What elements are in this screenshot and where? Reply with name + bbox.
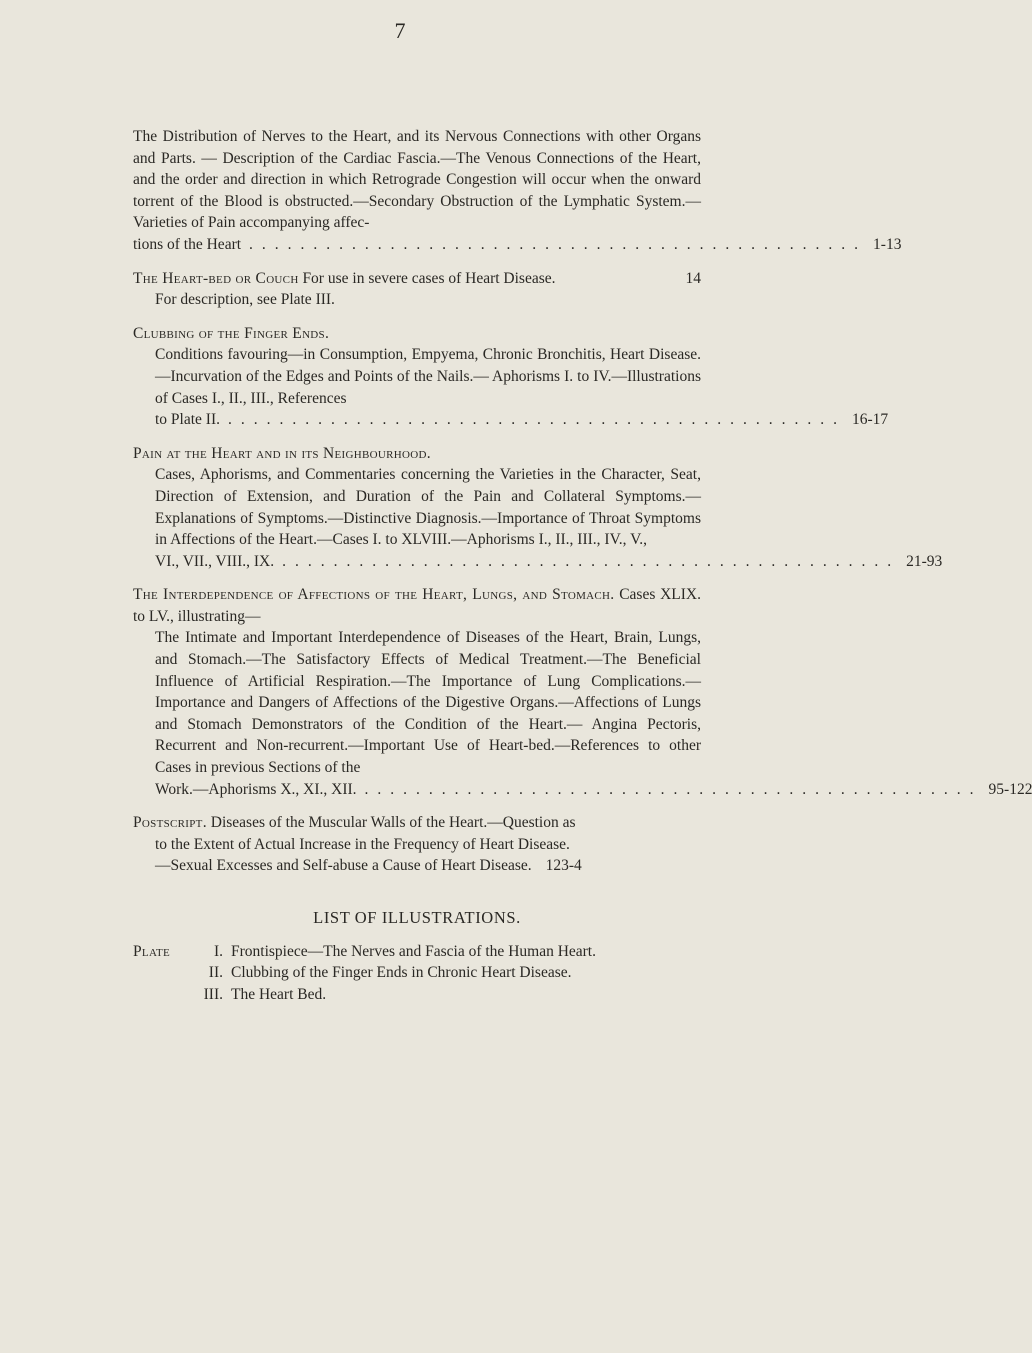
- entry-heading: Pain at the Heart and in its Neighbourhood.: [133, 444, 431, 462]
- page-number: 7: [394, 18, 406, 43]
- entry-pages: 14: [685, 269, 701, 287]
- entry-heading-line: [133, 268, 701, 290]
- entry-pages: 21-93: [906, 552, 943, 570]
- contents-entry-clubbing: [133, 323, 889, 431]
- entry-heading-rest: For use in severe cases of Heart Disease.: [302, 269, 556, 287]
- entry-pages: 123-4: [545, 857, 582, 875]
- entry-body: Cases, Aphorisms, and Commentaries concerning the Varieties in the Character, Seat, Direction of Extension, and Duration of the Pain and Collateral Symptoms.—Explanations of Symptoms.—Distinctive Diagnosis.—Importance of Throat Symptoms in Affections of the Heart.—Cases I. to XLVIII.—Aphorisms I., II., III., IV., V.,: [155, 466, 701, 549]
- entry-body: to the Extent of Actual Increase in the Frequency of Heart Disease.: [155, 835, 570, 853]
- entry-last-line: tions of the Heart: [133, 235, 242, 253]
- plate-numeral: I.: [213, 942, 223, 960]
- entry-pages: 1-13: [873, 235, 902, 253]
- entry-leader-line: [155, 551, 943, 573]
- dot-leader: ................................................: [249, 235, 868, 253]
- entry-leader-line: [155, 779, 1032, 801]
- plate-label: Plate: [133, 942, 171, 960]
- entry-heading: The Interdependence of Affections of the Heart, Lungs, and Stomach.: [133, 586, 615, 604]
- entry-leader-line: [155, 855, 701, 877]
- entry-heading-block: [133, 584, 701, 627]
- entry-body: Conditions favouring—in Consumption, Empyema, Chronic Bronchitis, Heart Disease.—Incurvation of the Edges and Points of the Nails.— Aphorisms I. to IV.—Illustrations of Cases I., II., III., References: [155, 346, 701, 407]
- illustrations-title: LIST OF ILLUSTRATIONS.: [313, 908, 521, 927]
- contents-entry-heart-bed: [133, 268, 701, 311]
- entry-body: The Distribution of Nerves to the Heart, and its Nervous Connections with other Organs and Parts. — Description of the Cardiac Fascia.—The Venous Connections of the Heart, and the order and direction in which Retrograde Congestion will occur when the onward torrent of the Blood is obstructed.—Secondary Obstruction of the Lymphatic System.—Varieties of Pain accompanying affec-: [133, 128, 701, 232]
- entry-last-line: Work.—Aphorisms X., XI., XII.: [155, 780, 357, 798]
- illustrations-list: [133, 941, 701, 1006]
- contents-listing: [133, 126, 1032, 1005]
- entry-pages: 95-122: [988, 780, 1032, 798]
- entry-pages: 16-17: [852, 411, 889, 429]
- plate-description: Clubbing of the Finger Ends in Chronic Heart Disease.: [231, 964, 572, 982]
- entry-leader-line: [155, 409, 889, 431]
- plate-item: [133, 984, 701, 1006]
- plate-description: The Heart Bed.: [231, 985, 327, 1003]
- dot-leader: ................................................: [364, 780, 983, 798]
- plate-item: [133, 941, 701, 963]
- contents-entry-pain: [133, 443, 943, 573]
- contents-entry-postscript: [133, 812, 701, 877]
- plate-description: Frontispiece—The Nerves and Fascia of the Human Heart.: [231, 942, 596, 960]
- entry-subtext: For description, see Plate III.: [155, 291, 335, 309]
- entry-heading: Clubbing of the Finger Ends.: [133, 324, 330, 342]
- contents-entry-interdependence: [133, 584, 1032, 800]
- entry-heading: The Heart-bed or Couch: [133, 269, 299, 287]
- entry-heading: Postscript.: [133, 814, 207, 832]
- dot-leader: ................................................: [228, 411, 846, 429]
- plate-numeral: II.: [208, 964, 223, 982]
- entry-last-line: to Plate II.: [155, 411, 220, 429]
- contents-entry-nerves: [133, 126, 902, 256]
- entry-last-line: VI., VII., VIII., IX.: [155, 552, 275, 570]
- entry-heading-rest: Cases XLIX. to LV., illustrating—: [133, 586, 701, 625]
- entry-body: The Intimate and Important Interdependence of Diseases of the Heart, Brain, Lungs, and Stomach.—The Satisfactory Effects of Medical Treatment.—The Beneficial Influence of Artificial Respiration.—The Importance of Lung Complications.—Importance and Dangers of Affections of the Digestive Organs.—Affections of Lungs and Stomach Demonstrators of the Condition of the Heart.— Angina Pectoris, Recurrent and Non-recurrent.—Important Use of Heart-bed.—References to other Cases in previous Sections of the: [155, 629, 701, 777]
- plate-numeral: III.: [203, 985, 223, 1003]
- entry-leader-line: [133, 234, 902, 256]
- entry-heading-block: [133, 812, 701, 834]
- entry-heading-rest: Diseases of the Muscular Walls of the Heart.—Question as: [210, 814, 576, 832]
- dot-leader: ................................................: [282, 552, 901, 570]
- plate-item: [133, 962, 701, 984]
- entry-last-line: —Sexual Excesses and Self-abuse a Cause of Heart Disease.: [155, 857, 532, 875]
